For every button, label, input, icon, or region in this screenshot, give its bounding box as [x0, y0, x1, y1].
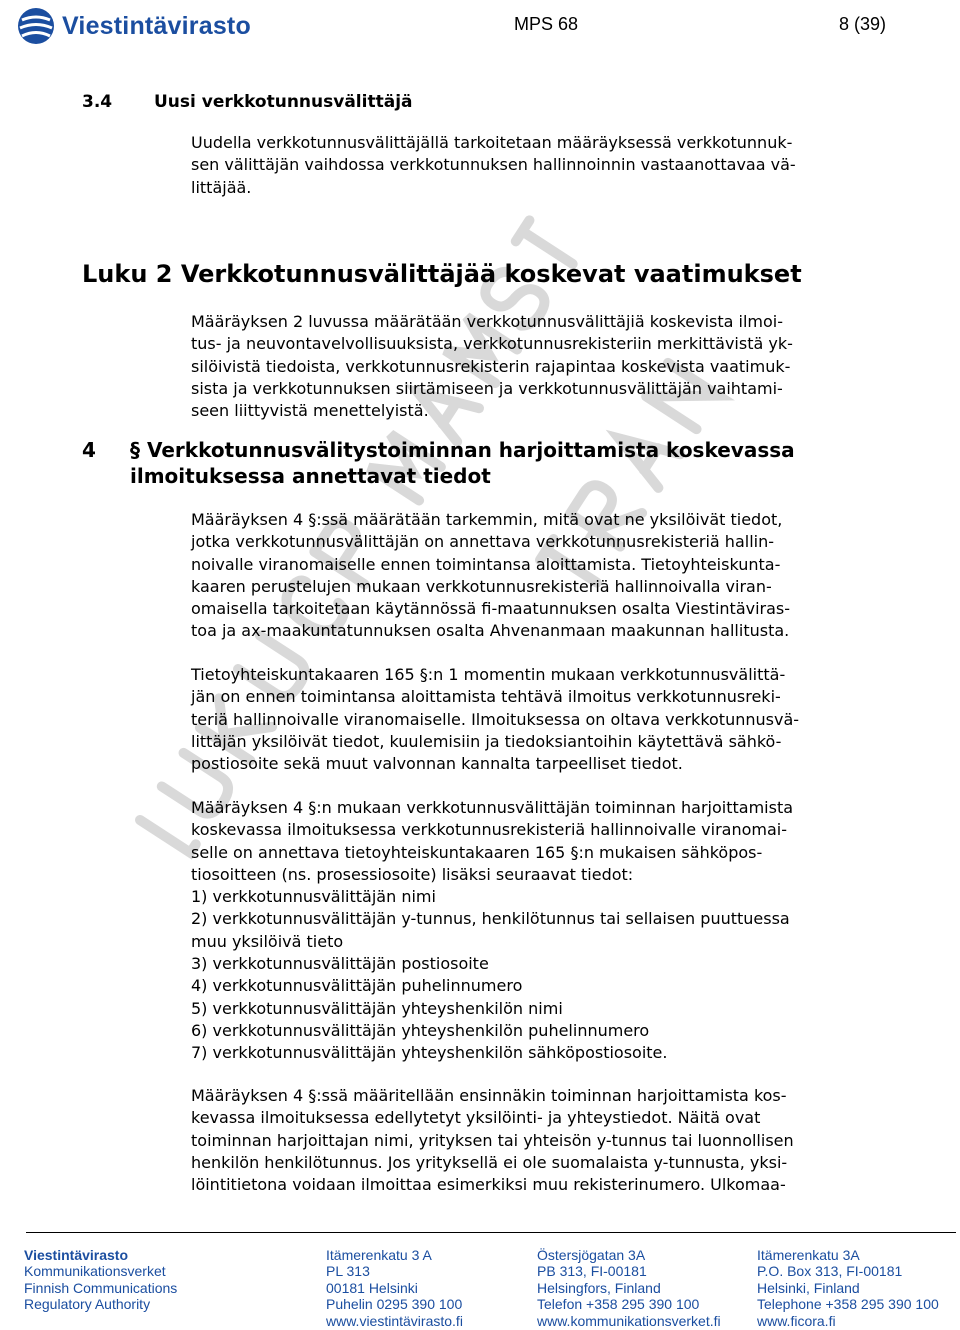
section-4-paragraph-2: [191, 664, 799, 775]
footer-line: Helsinki, Finland: [757, 1279, 860, 1296]
footer-website-link[interactable]: www.ficora.fi: [757, 1312, 836, 1329]
text-line: tiosoitteen (ns. prosessiosoite) lisäksi seuraavat tiedot:: [191, 864, 634, 884]
footer-line: Östersjögatan 3A: [537, 1247, 646, 1263]
footer-line: Itämerenkatu 3A: [757, 1247, 860, 1263]
text-line: toiminnan harjoittajan nimi, yrityksen tai yhteisön y-tunnus tai luonnollisen: [191, 1130, 794, 1150]
text-line: sen välittäjän vaihdossa verkkotunnuksen hallinnoinnin vastaanottavaa vä-: [191, 155, 796, 175]
footer-line: Finnish Communications: [24, 1279, 178, 1296]
text-line: toa ja ax-maakuntatunnuksen osalta Ahvenanmaan maakunnan hallitusta.: [191, 621, 790, 641]
footer-column-finnish: [326, 1247, 463, 1329]
globe-logo-icon: [16, 6, 56, 46]
footer-line: PB 313, FI-00181: [537, 1263, 647, 1280]
section-3-4-heading: [82, 92, 413, 112]
section-number: 3.4: [82, 92, 113, 112]
footer-website-link[interactable]: www.viestintävirasto.fi: [326, 1312, 463, 1329]
section-title-line: § Verkkotunnusvälitystoiminnan harjoittamista koskevassa: [130, 438, 795, 462]
list-item: muu yksilöivä tieto: [191, 931, 344, 951]
section-3-4-paragraph: [191, 132, 796, 199]
footer-line: Telephone +358 295 390 100: [757, 1296, 939, 1313]
chapter-2-paragraph: [191, 311, 793, 422]
text-line: koskevassa ilmoituksessa verkkotunnusrekisteriä hallinnoivalle viranomai-: [191, 820, 788, 840]
text-line: kevassa ilmoituksessa edellytetyt yksilöinti- ja yhteystiedot. Näitä ovat: [191, 1108, 761, 1128]
text-line: littäjää.: [191, 177, 252, 197]
footer-agency-name: Viestintävirasto: [24, 1247, 129, 1263]
text-line: kaaren perustelujen mukaan verkkotunnusrekisteriä hallinnoivalla viran-: [191, 576, 772, 596]
text-line: jotka verkkotunnusvälittäjän on annettava verkkotunnusrekisteriä hallin-: [191, 532, 774, 552]
text-line: Määräyksen 4 §:ssä määrätään tarkemmin, mitä ovat ne yksilöivät tiedot,: [191, 510, 783, 529]
text-line: littäjän yksilöivät tiedot, kuulemisiin ja tiedoksiantoihin käytettävä sähkö-: [191, 731, 782, 751]
footer-line: Puhelin 0295 390 100: [326, 1296, 463, 1313]
footer-line: Regulatory Authority: [24, 1296, 151, 1313]
section-title-line: ilmoituksessa annettavat tiedot: [130, 464, 491, 488]
agency-logo: [16, 6, 251, 46]
list-item: 6) verkkotunnusvälittäjän yhteyshenkilön puhelinnumero: [191, 1020, 650, 1040]
list-item: 2) verkkotunnusvälittäjän y-tunnus, henkilötunnus tai sellaisen puuttuessa: [191, 909, 790, 929]
text-line: henkilön henkilötunnus. Jos yrityksellä ei ole suomalaista y-tunnusta, yksi-: [191, 1152, 788, 1172]
logo-wordmark: Viestintävirasto: [62, 11, 251, 40]
list-item: 5) verkkotunnusvälittäjän yhteyshenkilön nimi: [191, 998, 563, 1018]
footer-line: Telefon +358 295 390 100: [537, 1296, 700, 1313]
footer-line: Itämerenkatu 3 A: [326, 1247, 432, 1263]
text-line: selle on annettava tietoyhteiskuntakaaren 165 §:n mukaisen sähköpos-: [191, 842, 763, 862]
footer-column-english: [757, 1247, 939, 1329]
footer-line: Kommunikationsverket: [24, 1263, 166, 1280]
text-line: Määräyksen 4 §:n mukaan verkkotunnusvälittäjän toiminnan harjoittamista: [191, 798, 794, 817]
text-line: noivalle viranomaiselle ennen toimintansa aloittamista. Tietoyhteiskunta-: [191, 554, 781, 574]
chapter-2-heading: Luku 2 Verkkotunnusvälittäjää koskevat vaatimukset: [82, 260, 802, 288]
section-4-paragraph-1: [191, 509, 790, 643]
text-line: postiosoite sekä muut valvonnan kannalta tarpeelliset tiedot.: [191, 754, 683, 774]
page-number: 8 (39): [839, 14, 887, 34]
footer-line: PL 313: [326, 1263, 370, 1280]
section-4-paragraph-4: [191, 1085, 794, 1196]
list-item: 3) verkkotunnusvälittäjän postiosoite: [191, 954, 489, 974]
section-4-paragraph-3: [191, 797, 793, 1065]
list-item: 7) verkkotunnusvälittäjän yhteyshenkilön sähköpostiosoite.: [191, 1043, 668, 1063]
text-line: jän on ennen toimintansa aloittamista tehtävä ilmoitus verkkotunnusreki-: [191, 687, 781, 707]
section-title: Uusi verkkotunnusvälittäjä: [154, 92, 413, 112]
text-line: omaisella tarkoitetaan käytännössä fi-maatunnuksen osalta Viestintäviras-: [191, 599, 791, 619]
footer-divider: [26, 1232, 956, 1233]
footer-line: Helsingfors, Finland: [537, 1279, 661, 1296]
text-line: tus- ja neuvontavelvollisuuksista, verkkotunnusrekisteriin merkittävistä yk-: [191, 334, 793, 354]
footer-column-agency: [24, 1247, 177, 1313]
section-number: 4: [82, 438, 96, 462]
list-item: 1) verkkotunnusvälittäjän nimi: [191, 887, 436, 907]
footer-column-swedish: [537, 1247, 721, 1329]
text-line: löintitietona voidaan ilmoittaa esimerkiksi muu rekisterinumero. Ulkomaa-: [191, 1175, 786, 1195]
footer-line: 00181 Helsinki: [326, 1279, 418, 1296]
document-id: MPS 68: [514, 14, 579, 34]
list-item: 4) verkkotunnusvälittäjän puhelinnumero: [191, 976, 523, 996]
text-line: silöivistä tiedoista, verkkotunnusrekisterin rajapintaa koskevista vaatimuk-: [191, 356, 791, 376]
text-line: Määräyksen 2 luvussa määrätään verkkotunnusvälittäjiä koskevista ilmoi-: [191, 312, 784, 331]
footer-line: P.O. Box 313, FI-00181: [757, 1263, 903, 1280]
footer-website-link[interactable]: www.kommunikationsverket.fi: [537, 1312, 721, 1329]
text-line: Määräyksen 4 §:ssä määritellään ensinnäkin toiminnan harjoittamista kos-: [191, 1086, 787, 1105]
text-line: Uudella verkkotunnusvälittäjällä tarkoitetaan määräyksessä verkkotunnuk-: [191, 133, 793, 152]
text-line: sista ja verkkotunnuksen siirtämiseen ja verkkotunnusvälittäjän vaihtami-: [191, 378, 783, 398]
text-line: Tietoyhteiskuntakaaren 165 §:n 1 momentin mukaan verkkotunnusvälittä-: [191, 665, 786, 684]
text-line: teriä hallinnoivalle viranomaiselle. Ilmoituksessa on oltava verkkotunnusvä-: [191, 709, 800, 729]
text-line: seen liittyvistä menettelyistä.: [191, 401, 429, 421]
